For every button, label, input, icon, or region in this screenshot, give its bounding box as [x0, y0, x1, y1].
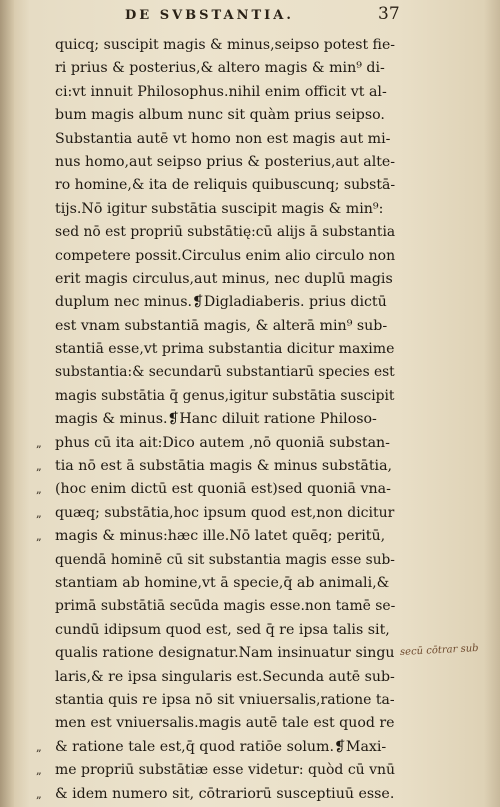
line-text: ci:vt innuit Philosophus.nihil enim officit vt al- [55, 83, 387, 100]
text-line [0, 291, 500, 314]
quotation-marker: „ [36, 740, 42, 754]
quotation-marker: „ [36, 506, 42, 520]
text-line [0, 268, 500, 291]
line-text: magis & minus:hæc ille.Nō latet quēq; peritū, [55, 528, 386, 545]
handwritten-margin-note: secū cōtrar sub [399, 642, 479, 659]
quotation-marker: „ [36, 764, 42, 778]
text-line [0, 666, 500, 689]
text-line [0, 361, 500, 384]
text-line [0, 712, 500, 735]
text-line [0, 338, 500, 361]
line-text: quæq; substātia,hoc ipsum quod est,non dicitur [55, 504, 395, 521]
text-line [0, 619, 500, 642]
line-text: qualis ratione designatur.Nam insinuatur singu [55, 645, 395, 662]
line-text: stantiam ab homine,vt ā specie,q̄ ab animali,& [55, 574, 390, 591]
text-line [0, 81, 500, 104]
text-line [0, 57, 500, 80]
line-text: bum magis album nunc sit quàm prius seipso. [55, 107, 385, 124]
line-text: substantia:& secundarū substantiarū species est [55, 364, 395, 381]
text-line [0, 151, 500, 174]
text-line [0, 408, 500, 431]
text-line [0, 525, 500, 548]
text-line [0, 198, 500, 221]
quotation-marker: „ [36, 460, 42, 474]
running-head: DE SVBSTANTIA. [125, 8, 294, 23]
line-text: me propriū substātiæ esse videtur: quòd cū vnū [55, 762, 396, 779]
line-text: stantia quis re ipsa nō sit vniuersalis,ratione ta- [55, 691, 395, 708]
text-line [0, 315, 500, 338]
text-line [0, 759, 500, 782]
line-text: Substantia autē vt homo non est magis aut mi- [55, 130, 391, 147]
text-line [0, 689, 500, 712]
text-line [0, 174, 500, 197]
text-line [0, 221, 500, 244]
line-text: quendā hominē cū sit substantia magis esse sub- [55, 551, 395, 568]
line-text: ro homine,& ita de reliquis quibuscunq; substā- [55, 177, 396, 194]
text-line [0, 104, 500, 127]
text-line [0, 385, 500, 408]
text-line [0, 432, 500, 455]
page-number: 37 [378, 4, 400, 24]
line-text: nus homo,aut seipso prius & posterius,aut alte- [55, 153, 396, 170]
line-text: & ratione tale est,q̄ quod ratiōe solum.❡Maxi- [55, 738, 387, 755]
text-line [0, 783, 500, 806]
text-line [0, 478, 500, 501]
line-text: men est vniuersalis.magis autē tale est quod re [55, 715, 395, 732]
line-text: phus cū ita ait:Dico autem ,nō quoniā substan- [55, 434, 390, 451]
quotation-marker: „ [36, 436, 42, 450]
text-line [0, 245, 500, 268]
line-text: tijs.Nō igitur substātia suscipit magis & min⁹: [55, 200, 384, 217]
line-text: ri prius & posterius,& altero magis & min⁹ di- [55, 60, 385, 77]
line-text: laris,& re ipsa singularis est.Secunda autē sub- [55, 668, 395, 685]
text-line [0, 34, 500, 57]
text-line [0, 502, 500, 525]
text-block [0, 34, 500, 806]
line-text: & idem numero sit, cōtrariorū susceptiuū esse. [55, 785, 395, 802]
line-text: magis & minus.❡Hanc diluit ratione Philoso- [55, 411, 377, 428]
line-text: primā substātiā secūda magis esse.non tamē se- [55, 598, 396, 615]
line-text: quicq; suscipit magis & minus,seipso potest fie- [55, 37, 396, 53]
line-text: competere possit.Circulus enim alio circulo non [55, 247, 396, 264]
quotation-marker: „ [36, 530, 42, 544]
line-text: (hoc enim dictū est quoniā est)sed quoniā vna- [55, 481, 391, 498]
text-line [0, 595, 500, 618]
line-text: tia nō est ā substātia magis & minus substātia, [55, 458, 393, 475]
line-text: cundū idipsum quod est, sed q̄ re ipsa talis sit, [55, 621, 390, 638]
text-line [0, 128, 500, 151]
text-line [0, 455, 500, 478]
line-text: est vnam substantiā magis, & alterā min⁹ sub- [55, 317, 388, 334]
quotation-marker: „ [36, 787, 42, 801]
quotation-marker: „ [36, 483, 42, 497]
text-line [0, 549, 500, 572]
line-text: magis substātia q̄ genus,igitur substātia suscipit [55, 387, 395, 404]
line-text: stantiā esse,vt prima substantia dicitur maxime [55, 341, 395, 358]
line-text: erit magis circulus,aut minus, nec duplū magis [55, 270, 393, 287]
line-text: sed nō est propriū substātię:cū alijs ā substantia [55, 224, 396, 241]
text-line [0, 736, 500, 759]
line-text: duplum nec minus.❡Digladiaberis. prius dictū [55, 294, 387, 311]
text-line [0, 572, 500, 595]
